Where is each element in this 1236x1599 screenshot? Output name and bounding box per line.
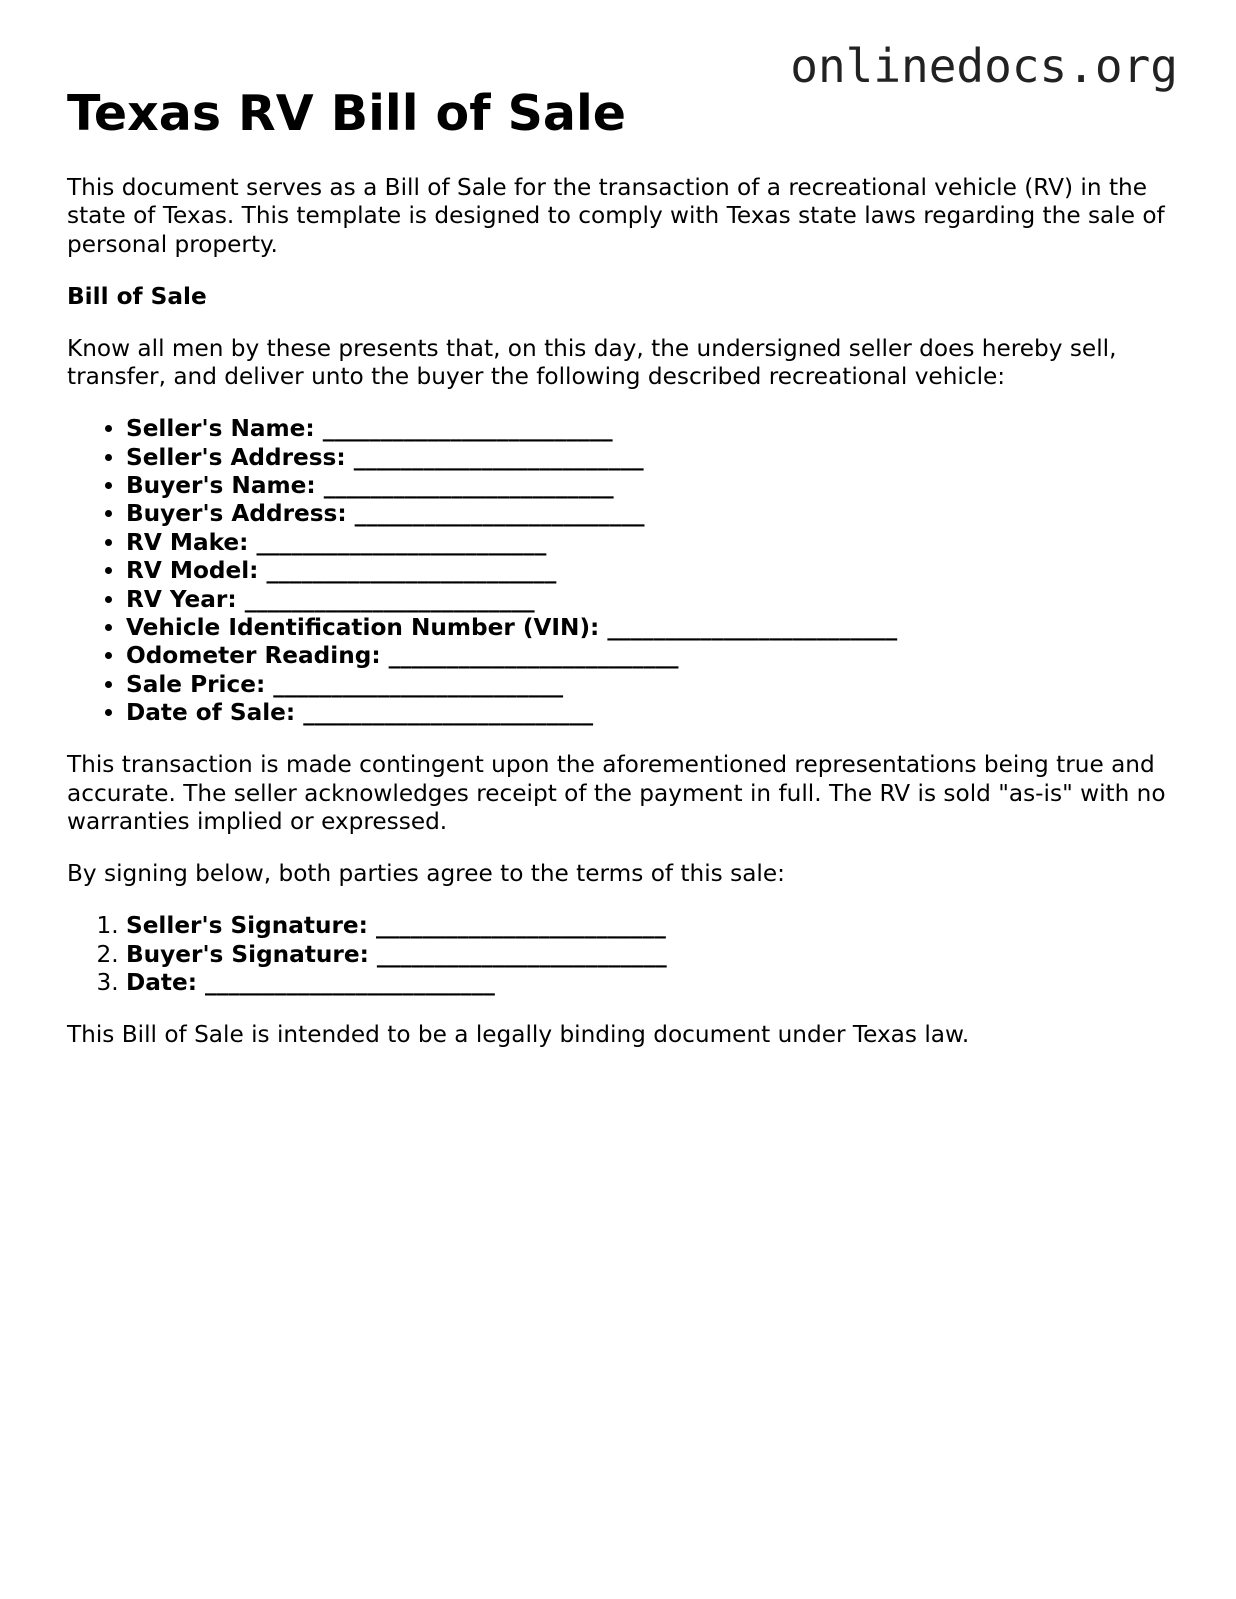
preamble-paragraph: Know all men by these presents that, on this day, the undersigned seller does hereby sell, transfer, and deliver unto the buyer the following described recreational vehicle: xyxy=(67,334,1117,391)
field-rv-make: • RV Make: _________________________ xyxy=(126,529,1167,557)
field-date-of-sale: • Date of Sale: _________________________ xyxy=(126,699,1167,727)
field-vin: • Vehicle Identification Number (VIN): _________________________ xyxy=(126,614,1167,642)
field-rv-year: • RV Year: _________________________ xyxy=(126,586,1167,614)
signature-date: 3. Date: _________________________ xyxy=(126,969,1167,997)
field-buyers-name: • Buyer's Name: _________________________ xyxy=(126,472,1167,500)
document-title: Texas RV Bill of Sale xyxy=(67,85,626,142)
document-body xyxy=(67,174,1167,1073)
field-buyers-address: • Buyer's Address: _________________________ xyxy=(126,500,1167,528)
contingency-paragraph: This transaction is made contingent upon the aforementioned representations being true and accurate. The seller acknowledges receipt of the payment in full. The RV is sold "as-is" with no warranties implied or expressed. xyxy=(67,751,1166,836)
section-heading: Bill of Sale xyxy=(67,282,207,310)
field-sale-price: • Sale Price: _________________________ xyxy=(126,671,1167,699)
signature-buyer: 2. Buyer's Signature: _________________________ xyxy=(126,941,1167,969)
watermark-logo: onlinedocs.org xyxy=(790,39,1178,93)
signature-seller: 1. Seller's Signature: _________________________ xyxy=(126,912,1167,940)
intro-paragraph: This document serves as a Bill of Sale for the transaction of a recreational vehicle (RV) in the state of Texas. This template is designed to comply with Texas state laws regarding the sale of personal property. xyxy=(67,174,1165,258)
closing-paragraph: This Bill of Sale is intended to be a legally binding document under Texas law. xyxy=(67,1020,970,1048)
field-sellers-name: • Seller's Name: _________________________ xyxy=(126,415,1167,443)
field-odometer-reading: • Odometer Reading: _________________________ xyxy=(126,642,1167,670)
field-sellers-address: • Seller's Address: _________________________ xyxy=(126,444,1167,472)
vehicle-fields-list xyxy=(67,415,1167,727)
field-rv-model: • RV Model: _________________________ xyxy=(126,557,1167,585)
signatures-list xyxy=(67,912,1167,997)
signing-intro-paragraph: By signing below, both parties agree to the terms of this sale: xyxy=(67,860,785,888)
